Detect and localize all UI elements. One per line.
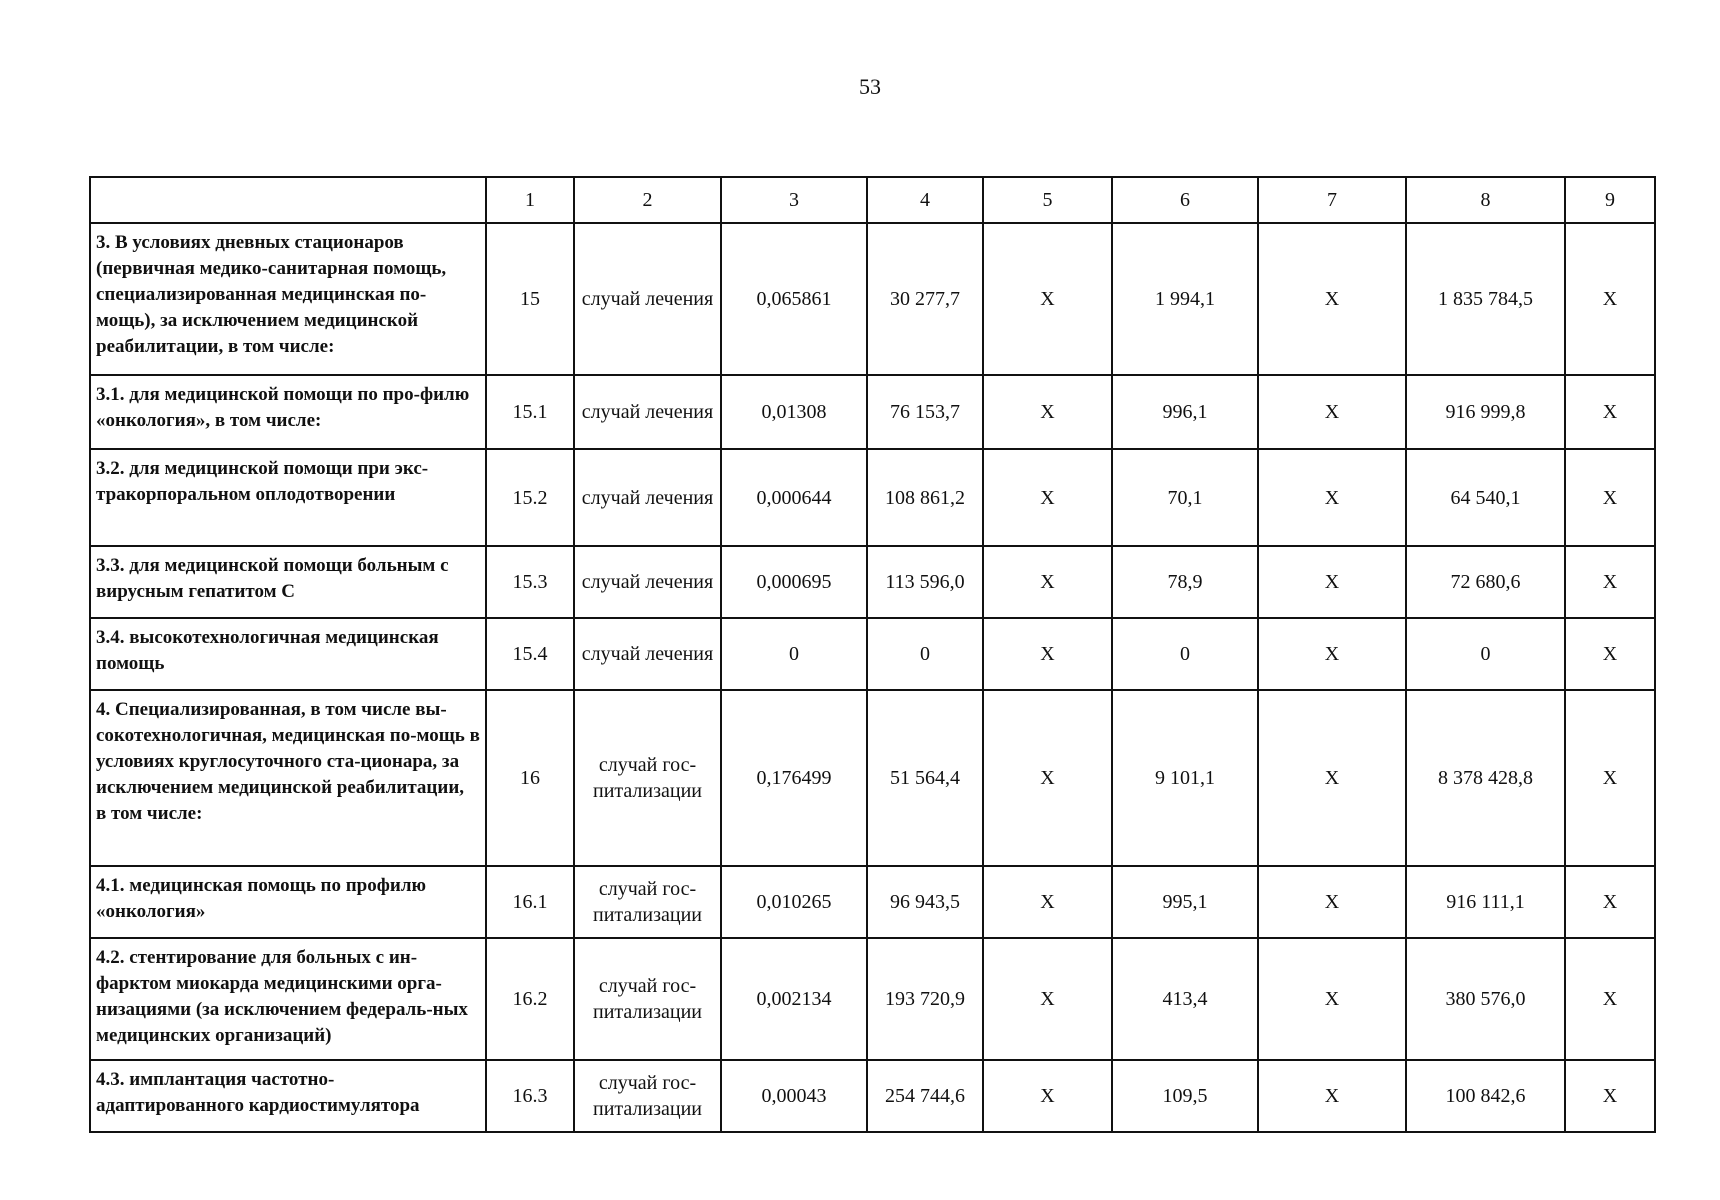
cell-col8: 916 999,8 [1406, 375, 1565, 449]
cell-col8: 380 576,0 [1406, 938, 1565, 1060]
row-code: 15.3 [486, 546, 574, 618]
row-code: 15.4 [486, 618, 574, 690]
table-row [90, 938, 1655, 1060]
cell-col6: 1 994,1 [1112, 223, 1258, 375]
cell-col8: 0 [1406, 618, 1565, 690]
header-row [90, 177, 1655, 223]
row-unit: случай гос-питализации [574, 690, 721, 866]
row-unit: случай лечения [574, 449, 721, 546]
cell-col4: 30 277,7 [867, 223, 983, 375]
header-cell: 1 [486, 177, 574, 223]
row-name: 3.1. для медицинской помощи по про-филю «онкология», в том числе: [90, 375, 486, 449]
cell-col9: X [1565, 223, 1655, 375]
header-cell: 5 [983, 177, 1112, 223]
header-cell: 4 [867, 177, 983, 223]
cell-col7: X [1258, 866, 1406, 938]
row-code: 16.1 [486, 866, 574, 938]
cell-col9: X [1565, 938, 1655, 1060]
row-code: 15.1 [486, 375, 574, 449]
cell-col7: X [1258, 690, 1406, 866]
cell-col9: X [1565, 1060, 1655, 1132]
header-cell: 8 [1406, 177, 1565, 223]
cell-col9: X [1565, 375, 1655, 449]
cell-col3: 0,002134 [721, 938, 867, 1060]
table-row [90, 449, 1655, 546]
cell-col6: 109,5 [1112, 1060, 1258, 1132]
cell-col7: X [1258, 938, 1406, 1060]
cell-col4: 0 [867, 618, 983, 690]
cell-col9: X [1565, 546, 1655, 618]
cell-col8: 72 680,6 [1406, 546, 1565, 618]
cell-col5: X [983, 938, 1112, 1060]
row-unit: случай лечения [574, 546, 721, 618]
cell-col8: 8 378 428,8 [1406, 690, 1565, 866]
cell-col7: X [1258, 223, 1406, 375]
table-row [90, 1060, 1655, 1132]
cell-col4: 108 861,2 [867, 449, 983, 546]
cell-col4: 76 153,7 [867, 375, 983, 449]
cell-col9: X [1565, 866, 1655, 938]
cell-col7: X [1258, 618, 1406, 690]
cell-col3: 0,176499 [721, 690, 867, 866]
cell-col5: X [983, 375, 1112, 449]
cell-col6: 0 [1112, 618, 1258, 690]
cell-col9: X [1565, 449, 1655, 546]
table-row [90, 546, 1655, 618]
cell-col4: 113 596,0 [867, 546, 983, 618]
cell-col4: 254 744,6 [867, 1060, 983, 1132]
cell-col3: 0 [721, 618, 867, 690]
header-cell: 3 [721, 177, 867, 223]
table-row [90, 223, 1655, 375]
cell-col7: X [1258, 546, 1406, 618]
row-name: 3. В условиях дневных стационаров (первичная медико-санитарная помощь, специализированная медицинская по-мощь), за исключением медицинской реабилитации, в том числе: [90, 223, 486, 375]
row-code: 15 [486, 223, 574, 375]
row-unit: случай лечения [574, 223, 721, 375]
row-name: 3.4. высокотехнологичная медицинская помощь [90, 618, 486, 690]
cell-col6: 996,1 [1112, 375, 1258, 449]
cell-col3: 0,000644 [721, 449, 867, 546]
cell-col4: 51 564,4 [867, 690, 983, 866]
header-cell: 7 [1258, 177, 1406, 223]
cell-col3: 0,010265 [721, 866, 867, 938]
row-name: 4. Специализированная, в том числе вы-сокотехнологичная, медицинская по-мощь в условиях круглосуточного ста-ционара, за исключением медицинской реабилитации, в том числе: [90, 690, 486, 866]
cell-col7: X [1258, 449, 1406, 546]
row-code: 15.2 [486, 449, 574, 546]
header-cell: 9 [1565, 177, 1655, 223]
cell-col9: X [1565, 690, 1655, 866]
header-cell: 2 [574, 177, 721, 223]
cell-col3: 0,01308 [721, 375, 867, 449]
row-code: 16.2 [486, 938, 574, 1060]
table-row [90, 866, 1655, 938]
header-cell [90, 177, 486, 223]
row-name: 4.2. стентирование для больных с ин-фарктом миокарда медицинскими орга-низациями (за исключением федераль-ных медицинских организаций) [90, 938, 486, 1060]
cell-col5: X [983, 546, 1112, 618]
cell-col6: 413,4 [1112, 938, 1258, 1060]
cell-col9: X [1565, 618, 1655, 690]
cell-col4: 96 943,5 [867, 866, 983, 938]
row-name: 4.1. медицинская помощь по профилю «онкология» [90, 866, 486, 938]
row-name: 3.2. для медицинской помощи при экс-тракорпоральном оплодотворении [90, 449, 486, 546]
cell-col3: 0,00043 [721, 1060, 867, 1132]
row-unit: случай гос-питализации [574, 1060, 721, 1132]
cell-col5: X [983, 1060, 1112, 1132]
cell-col6: 70,1 [1112, 449, 1258, 546]
cell-col6: 995,1 [1112, 866, 1258, 938]
cell-col5: X [983, 449, 1112, 546]
cell-col5: X [983, 223, 1112, 375]
cell-col8: 100 842,6 [1406, 1060, 1565, 1132]
data-table [89, 176, 1656, 1133]
cell-col4: 193 720,9 [867, 938, 983, 1060]
cell-col8: 1 835 784,5 [1406, 223, 1565, 375]
table-row [90, 618, 1655, 690]
row-name: 3.3. для медицинской помощи больным с вирусным гепатитом С [90, 546, 486, 618]
cell-col8: 64 540,1 [1406, 449, 1565, 546]
table-row [90, 690, 1655, 866]
row-unit: случай гос-питализации [574, 938, 721, 1060]
cell-col8: 916 111,1 [1406, 866, 1565, 938]
row-name: 4.3. имплантация частотно-адаптированного кардиостимулятора [90, 1060, 486, 1132]
row-unit: случай лечения [574, 375, 721, 449]
cell-col7: X [1258, 1060, 1406, 1132]
row-unit: случай лечения [574, 618, 721, 690]
row-code: 16.3 [486, 1060, 574, 1132]
cell-col6: 9 101,1 [1112, 690, 1258, 866]
table-row [90, 375, 1655, 449]
header-cell: 6 [1112, 177, 1258, 223]
cell-col7: X [1258, 375, 1406, 449]
row-unit: случай гос-питализации [574, 866, 721, 938]
cell-col3: 0,000695 [721, 546, 867, 618]
cell-col3: 0,065861 [721, 223, 867, 375]
cell-col5: X [983, 618, 1112, 690]
cell-col6: 78,9 [1112, 546, 1258, 618]
cell-col5: X [983, 690, 1112, 866]
row-code: 16 [486, 690, 574, 866]
cell-col5: X [983, 866, 1112, 938]
page-number: 53 [859, 74, 881, 99]
